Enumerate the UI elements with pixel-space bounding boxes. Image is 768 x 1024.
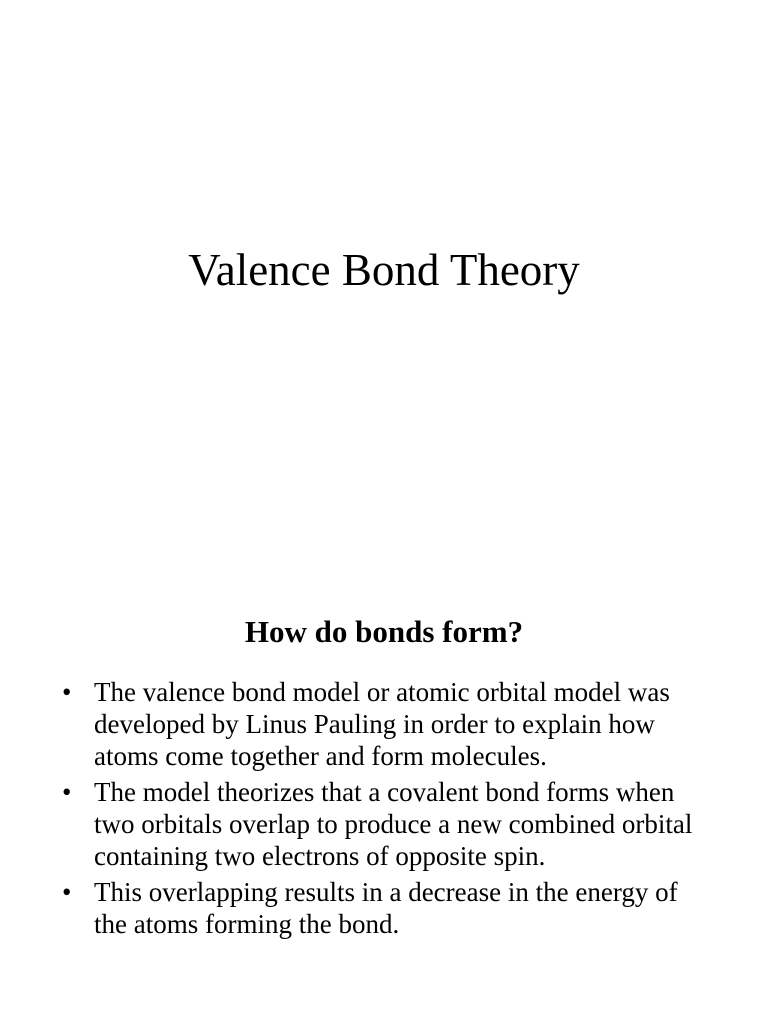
bullet-item xyxy=(62,876,712,940)
bullet-icon: • xyxy=(62,877,72,907)
bullet-text: This overlapping results in a decrease in the energy of the atoms forming the bond. xyxy=(94,877,678,939)
bullet-item xyxy=(62,776,712,872)
slide-content-page xyxy=(0,576,768,1024)
slide-heading: How do bonds form? xyxy=(244,614,524,649)
bullet-text: The valence bond model or atomic orbital model was developed by Linus Pauling in order to explain how atoms come together and form molecules. xyxy=(94,677,670,771)
bullet-icon: • xyxy=(62,677,72,707)
bullet-list xyxy=(62,676,712,944)
bullet-item xyxy=(62,676,712,772)
bullet-icon: • xyxy=(62,777,72,807)
bullet-text: The model theorizes that a covalent bond forms when two orbitals overlap to produce a new combined orbital containing two electrons of opposite spin. xyxy=(94,777,693,871)
slide-title: Valence Bond Theory xyxy=(188,245,580,295)
